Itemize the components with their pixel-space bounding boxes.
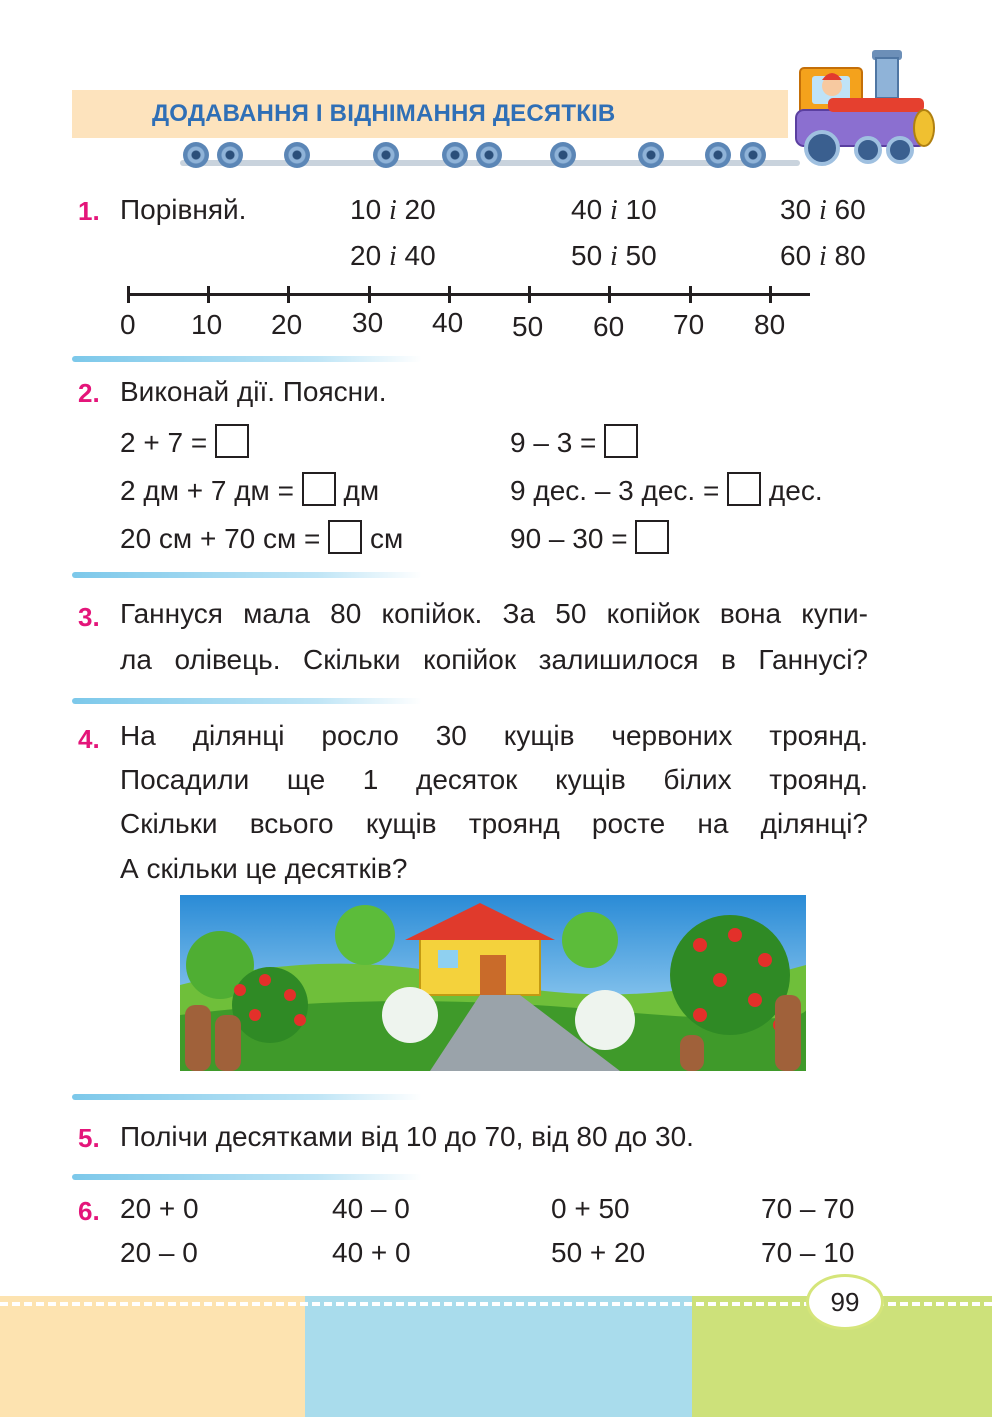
task-number: 1. bbox=[78, 196, 100, 226]
task-number: 4. bbox=[78, 724, 100, 754]
equation: 2 дм + 7 дм = дм bbox=[120, 472, 379, 507]
number-line-label: 0 bbox=[120, 309, 136, 340]
task-number: 3. bbox=[78, 602, 100, 632]
expression: 20 – 0 bbox=[120, 1237, 198, 1268]
task-number: 6. bbox=[78, 1196, 100, 1226]
section-divider bbox=[72, 1174, 422, 1180]
equation: 90 – 30 = bbox=[510, 520, 669, 555]
equation: 2 + 7 = bbox=[120, 424, 249, 459]
equation: 9 дес. – 3 дес. = дес. bbox=[510, 472, 823, 507]
section-divider bbox=[72, 698, 422, 704]
equation: 20 см + 70 см = см bbox=[120, 520, 403, 555]
answer-box[interactable] bbox=[604, 424, 638, 458]
number-line-tick bbox=[689, 286, 692, 303]
task-text: Полічи десятками від 10 до 70, від 80 до 30. bbox=[120, 1121, 694, 1152]
rail-wheel bbox=[217, 142, 243, 168]
number-line-tick bbox=[368, 286, 371, 303]
expression: 70 – 70 bbox=[761, 1193, 855, 1224]
train-illustration bbox=[788, 40, 938, 170]
number-line-label: 40 bbox=[432, 307, 464, 338]
number-line-label: 20 bbox=[271, 309, 303, 340]
section-divider bbox=[72, 1094, 422, 1100]
rail-wheel bbox=[705, 142, 731, 168]
answer-box[interactable] bbox=[727, 472, 761, 506]
number-line-tick bbox=[448, 286, 451, 303]
task-number: 5. bbox=[78, 1123, 100, 1153]
number-line-label: 50 bbox=[512, 311, 544, 342]
equation: 9 – 3 = bbox=[510, 424, 638, 459]
rail-wheel bbox=[284, 142, 310, 168]
number-line-tick bbox=[207, 286, 210, 303]
compare-pair: 10 і 20 bbox=[350, 194, 436, 226]
task-text-line: Ганнуся мала 80 копійок. За 50 копійок вона купи- bbox=[120, 598, 868, 629]
number-line-label: 70 bbox=[673, 309, 705, 340]
compare-pair: 50 і 50 bbox=[571, 240, 657, 272]
compare-pair: 30 і 60 bbox=[780, 194, 866, 226]
number-line-tick bbox=[287, 286, 290, 303]
answer-box[interactable] bbox=[328, 520, 362, 554]
number-line-label: 60 bbox=[593, 311, 625, 342]
task-text-line: Скільки всього кущів троянд росте на ділянці? bbox=[120, 808, 868, 839]
page-number: 99 bbox=[806, 1274, 884, 1330]
expression: 50 + 20 bbox=[551, 1237, 646, 1268]
number-line-label: 30 bbox=[352, 307, 384, 338]
answer-box[interactable] bbox=[215, 424, 249, 458]
section-divider bbox=[72, 356, 422, 362]
number-line-tick bbox=[608, 286, 611, 303]
answer-box[interactable] bbox=[635, 520, 669, 554]
expression: 70 – 10 bbox=[761, 1237, 855, 1268]
compare-pair: 40 і 10 bbox=[571, 194, 657, 226]
expression: 40 + 0 bbox=[332, 1237, 411, 1268]
compare-pair: 60 і 80 bbox=[780, 240, 866, 272]
compare-pair: 20 і 40 bbox=[350, 240, 436, 272]
number-line-label: 10 bbox=[191, 309, 223, 340]
rail-wheel bbox=[476, 142, 502, 168]
expression: 20 + 0 bbox=[120, 1193, 199, 1224]
task-text: Виконай дії. Поясни. bbox=[120, 376, 387, 407]
page-title: ДОДАВАННЯ І ВІДНІМАННЯ ДЕСЯТКІВ bbox=[152, 100, 616, 127]
section-divider bbox=[72, 572, 422, 578]
number-line-label: 80 bbox=[754, 309, 786, 340]
task-text-line: На ділянці росло 30 кущів червоних троянд. bbox=[120, 720, 868, 751]
footer-band-blue bbox=[305, 1296, 692, 1417]
number-line-tick bbox=[127, 286, 130, 303]
rail-wheel bbox=[638, 142, 664, 168]
expression: 0 + 50 bbox=[551, 1193, 630, 1224]
rail-wheel bbox=[550, 142, 576, 168]
rail-wheel bbox=[442, 142, 468, 168]
expression: 40 – 0 bbox=[332, 1193, 410, 1224]
answer-box[interactable] bbox=[302, 472, 336, 506]
task-text-line: ла олівець. Скільки копійок залишилося в Ганнусі? bbox=[120, 644, 868, 675]
number-line-tick bbox=[769, 286, 772, 303]
task-text-line: Посадили ще 1 десяток кущів білих троянд. bbox=[120, 764, 868, 795]
task-text: Порівняй. bbox=[120, 194, 247, 225]
task-text-line: А скільки це десятків? bbox=[120, 853, 408, 884]
rail-wheel bbox=[373, 142, 399, 168]
rail-wheel bbox=[740, 142, 766, 168]
footer-band-yellow bbox=[0, 1296, 305, 1417]
number-line bbox=[128, 293, 810, 296]
rose-garden-illustration bbox=[180, 895, 806, 1071]
task-number: 2. bbox=[78, 378, 100, 408]
number-line-tick bbox=[528, 286, 531, 303]
rail-wheel bbox=[183, 142, 209, 168]
